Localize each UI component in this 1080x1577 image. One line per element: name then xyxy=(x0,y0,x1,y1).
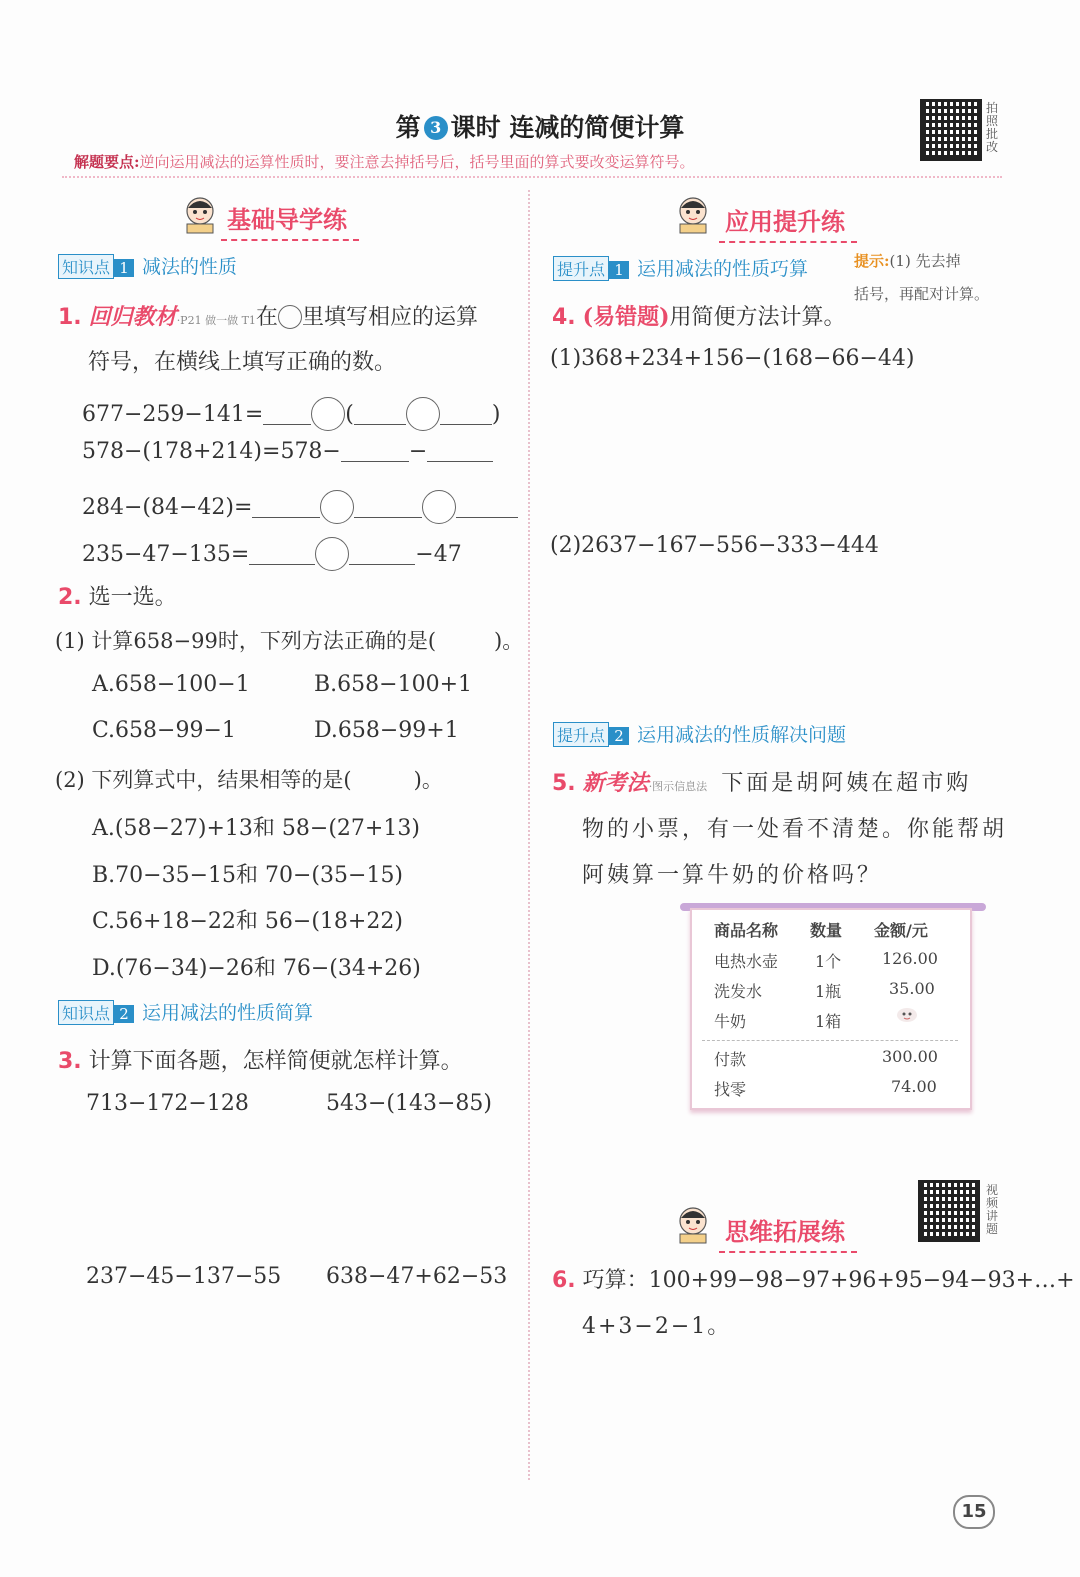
option-d2[interactable]: D.(76−34)−26和 76−(34+26) xyxy=(92,956,421,981)
receipt-divider xyxy=(702,1040,958,1041)
question-2-part2: (2) 下列算式中，结果相等的是( )。 xyxy=(55,768,443,792)
receipt-item-name: 电热水壶 xyxy=(714,952,779,971)
answer-circle[interactable] xyxy=(422,490,456,524)
section-title-thinking: 思维拓展练 xyxy=(725,1212,845,1247)
knowledge-point-2: 知识点 2 运用减法的性质简算 xyxy=(58,998,313,1025)
option-b2[interactable]: B.70−35−15和 70−(35−15) xyxy=(92,863,404,888)
receipt-item-name: 洗发水 xyxy=(714,982,763,1001)
question-5: 5. 新考法·图示信息法 下面是胡阿姨在超市购 xyxy=(552,770,972,796)
blank[interactable] xyxy=(354,424,406,425)
answer-circle[interactable] xyxy=(320,490,354,524)
receipt-header-qty: 数量 xyxy=(810,921,843,940)
receipt-change-label: 找零 xyxy=(714,1080,747,1099)
answer-circle-sample xyxy=(278,305,302,329)
question-6: 6. 巧算：100+99−98−97+96+95−94−93+…+ xyxy=(552,1268,1075,1293)
smudge-icon xyxy=(896,1006,918,1024)
student-mascot-icon xyxy=(183,196,217,234)
question-4: 4. (易错题)用简便方法计算。 xyxy=(552,304,846,330)
blank[interactable] xyxy=(249,564,315,565)
answer-circle[interactable] xyxy=(315,537,349,571)
blank[interactable] xyxy=(263,424,311,425)
hint: 提示:(1) 先去掉 xyxy=(854,252,961,270)
q1-row-3: 284−(84−42)= xyxy=(82,490,518,524)
blank[interactable] xyxy=(456,517,518,518)
improvement-point-2: 提升点 2 运用减法的性质解决问题 xyxy=(553,720,846,747)
knowledge-point-1: 知识点 1 减法的性质 xyxy=(58,252,237,279)
answer-circle[interactable] xyxy=(311,397,345,431)
expression-1: 713−172−128 xyxy=(86,1091,249,1116)
question-3: 3. 计算下面各题，怎样简便就怎样计算。 xyxy=(58,1049,463,1074)
question-2-part1: (1) 计算658−99时，下列方法正确的是( )。 xyxy=(55,629,524,653)
question-6-line2: 4+3−2−1。 xyxy=(582,1314,732,1339)
column-divider xyxy=(528,190,530,1480)
hint-line2: 括号，再配对计算。 xyxy=(854,285,990,303)
option-c[interactable]: C.658−99−1 xyxy=(92,718,236,743)
expression-4: 638−47+62−53 xyxy=(326,1264,508,1289)
student-mascot-icon xyxy=(676,1206,710,1244)
page-number: 15 xyxy=(953,1495,995,1529)
improvement-point-1: 提升点 1 运用减法的性质巧算 xyxy=(553,254,808,281)
hint-label: 提示: xyxy=(854,252,890,270)
qr-note: 拍照批改 xyxy=(986,101,999,154)
receipt-item-name: 牛奶 xyxy=(714,1012,747,1031)
option-d[interactable]: D.658−99+1 xyxy=(314,718,459,743)
q1-row-2: 578−(178+214)=578− − xyxy=(82,439,493,464)
qr-code-icon[interactable] xyxy=(918,1180,980,1242)
expression-3: 237−45−137−55 xyxy=(86,1264,282,1289)
qr-note-video: 视频讲题 xyxy=(986,1183,999,1236)
receipt-header-amount: 金额/元 xyxy=(874,921,928,940)
question-1: 1. 回归教材·P21 做一做 T1在 里填写相应的运算 xyxy=(58,304,478,330)
question-5-line3: 阿姨算一算牛奶的价格吗？ xyxy=(582,863,883,888)
receipt-item-amount: 126.00 xyxy=(882,949,938,968)
q1-row-4: 235−47−135= −47 xyxy=(82,537,462,571)
q4-expression-2: (2)2637−167−556−333−444 xyxy=(550,533,879,558)
solving-tip: 解题要点:逆向运用减法的运算性质时，要注意去掉括号后，括号里面的算式要改变运算符号。 xyxy=(74,153,695,171)
section-title-applied: 应用提升练 xyxy=(725,202,845,237)
receipt-item-qty: 1个 xyxy=(815,952,842,971)
receipt-change-value: 74.00 xyxy=(891,1077,937,1096)
option-b[interactable]: B.658−100+1 xyxy=(314,672,473,697)
qr-code-icon[interactable] xyxy=(920,99,982,161)
receipt-pay-value: 300.00 xyxy=(882,1047,938,1066)
expression-2: 543−(143−85) xyxy=(326,1091,493,1116)
blank[interactable] xyxy=(252,517,320,518)
question-2: 2. 选一选。 xyxy=(58,585,177,610)
option-c2[interactable]: C.56+18−22和 56−(18+22) xyxy=(92,909,403,934)
receipt-pay-label: 付款 xyxy=(714,1050,747,1069)
receipt-item-qty: 1瓶 xyxy=(815,982,842,1001)
blank[interactable] xyxy=(349,564,415,565)
option-a[interactable]: A.658−100−1 xyxy=(92,672,250,697)
lesson-number: 3 xyxy=(424,116,448,140)
answer-circle[interactable] xyxy=(406,397,440,431)
student-mascot-icon xyxy=(676,196,710,234)
q1-row-1: 677−259−141= ( ) xyxy=(82,397,500,431)
page-title: 第 3 课时 连减的简便计算 xyxy=(395,113,685,142)
blank[interactable] xyxy=(354,517,422,518)
blank[interactable] xyxy=(427,461,493,462)
receipt-item-amount: 35.00 xyxy=(889,979,935,998)
option-a2[interactable]: A.(58−27)+13和 58−(27+13) xyxy=(92,816,420,841)
receipt-header-name: 商品名称 xyxy=(714,921,779,940)
q4-expression-1: (1)368+234+156−(168−66−44) xyxy=(550,346,915,371)
header-divider xyxy=(62,176,1002,178)
question-1-line2: 符号，在横线上填写正确的数。 xyxy=(88,350,397,375)
section-title-basic: 基础导学练 xyxy=(227,200,347,235)
blank[interactable] xyxy=(440,424,492,425)
question-5-line2: 物的小票，有一处看不清楚。你能帮胡 xyxy=(582,817,1008,842)
receipt-item-qty: 1箱 xyxy=(815,1012,842,1031)
blank[interactable] xyxy=(341,461,409,462)
